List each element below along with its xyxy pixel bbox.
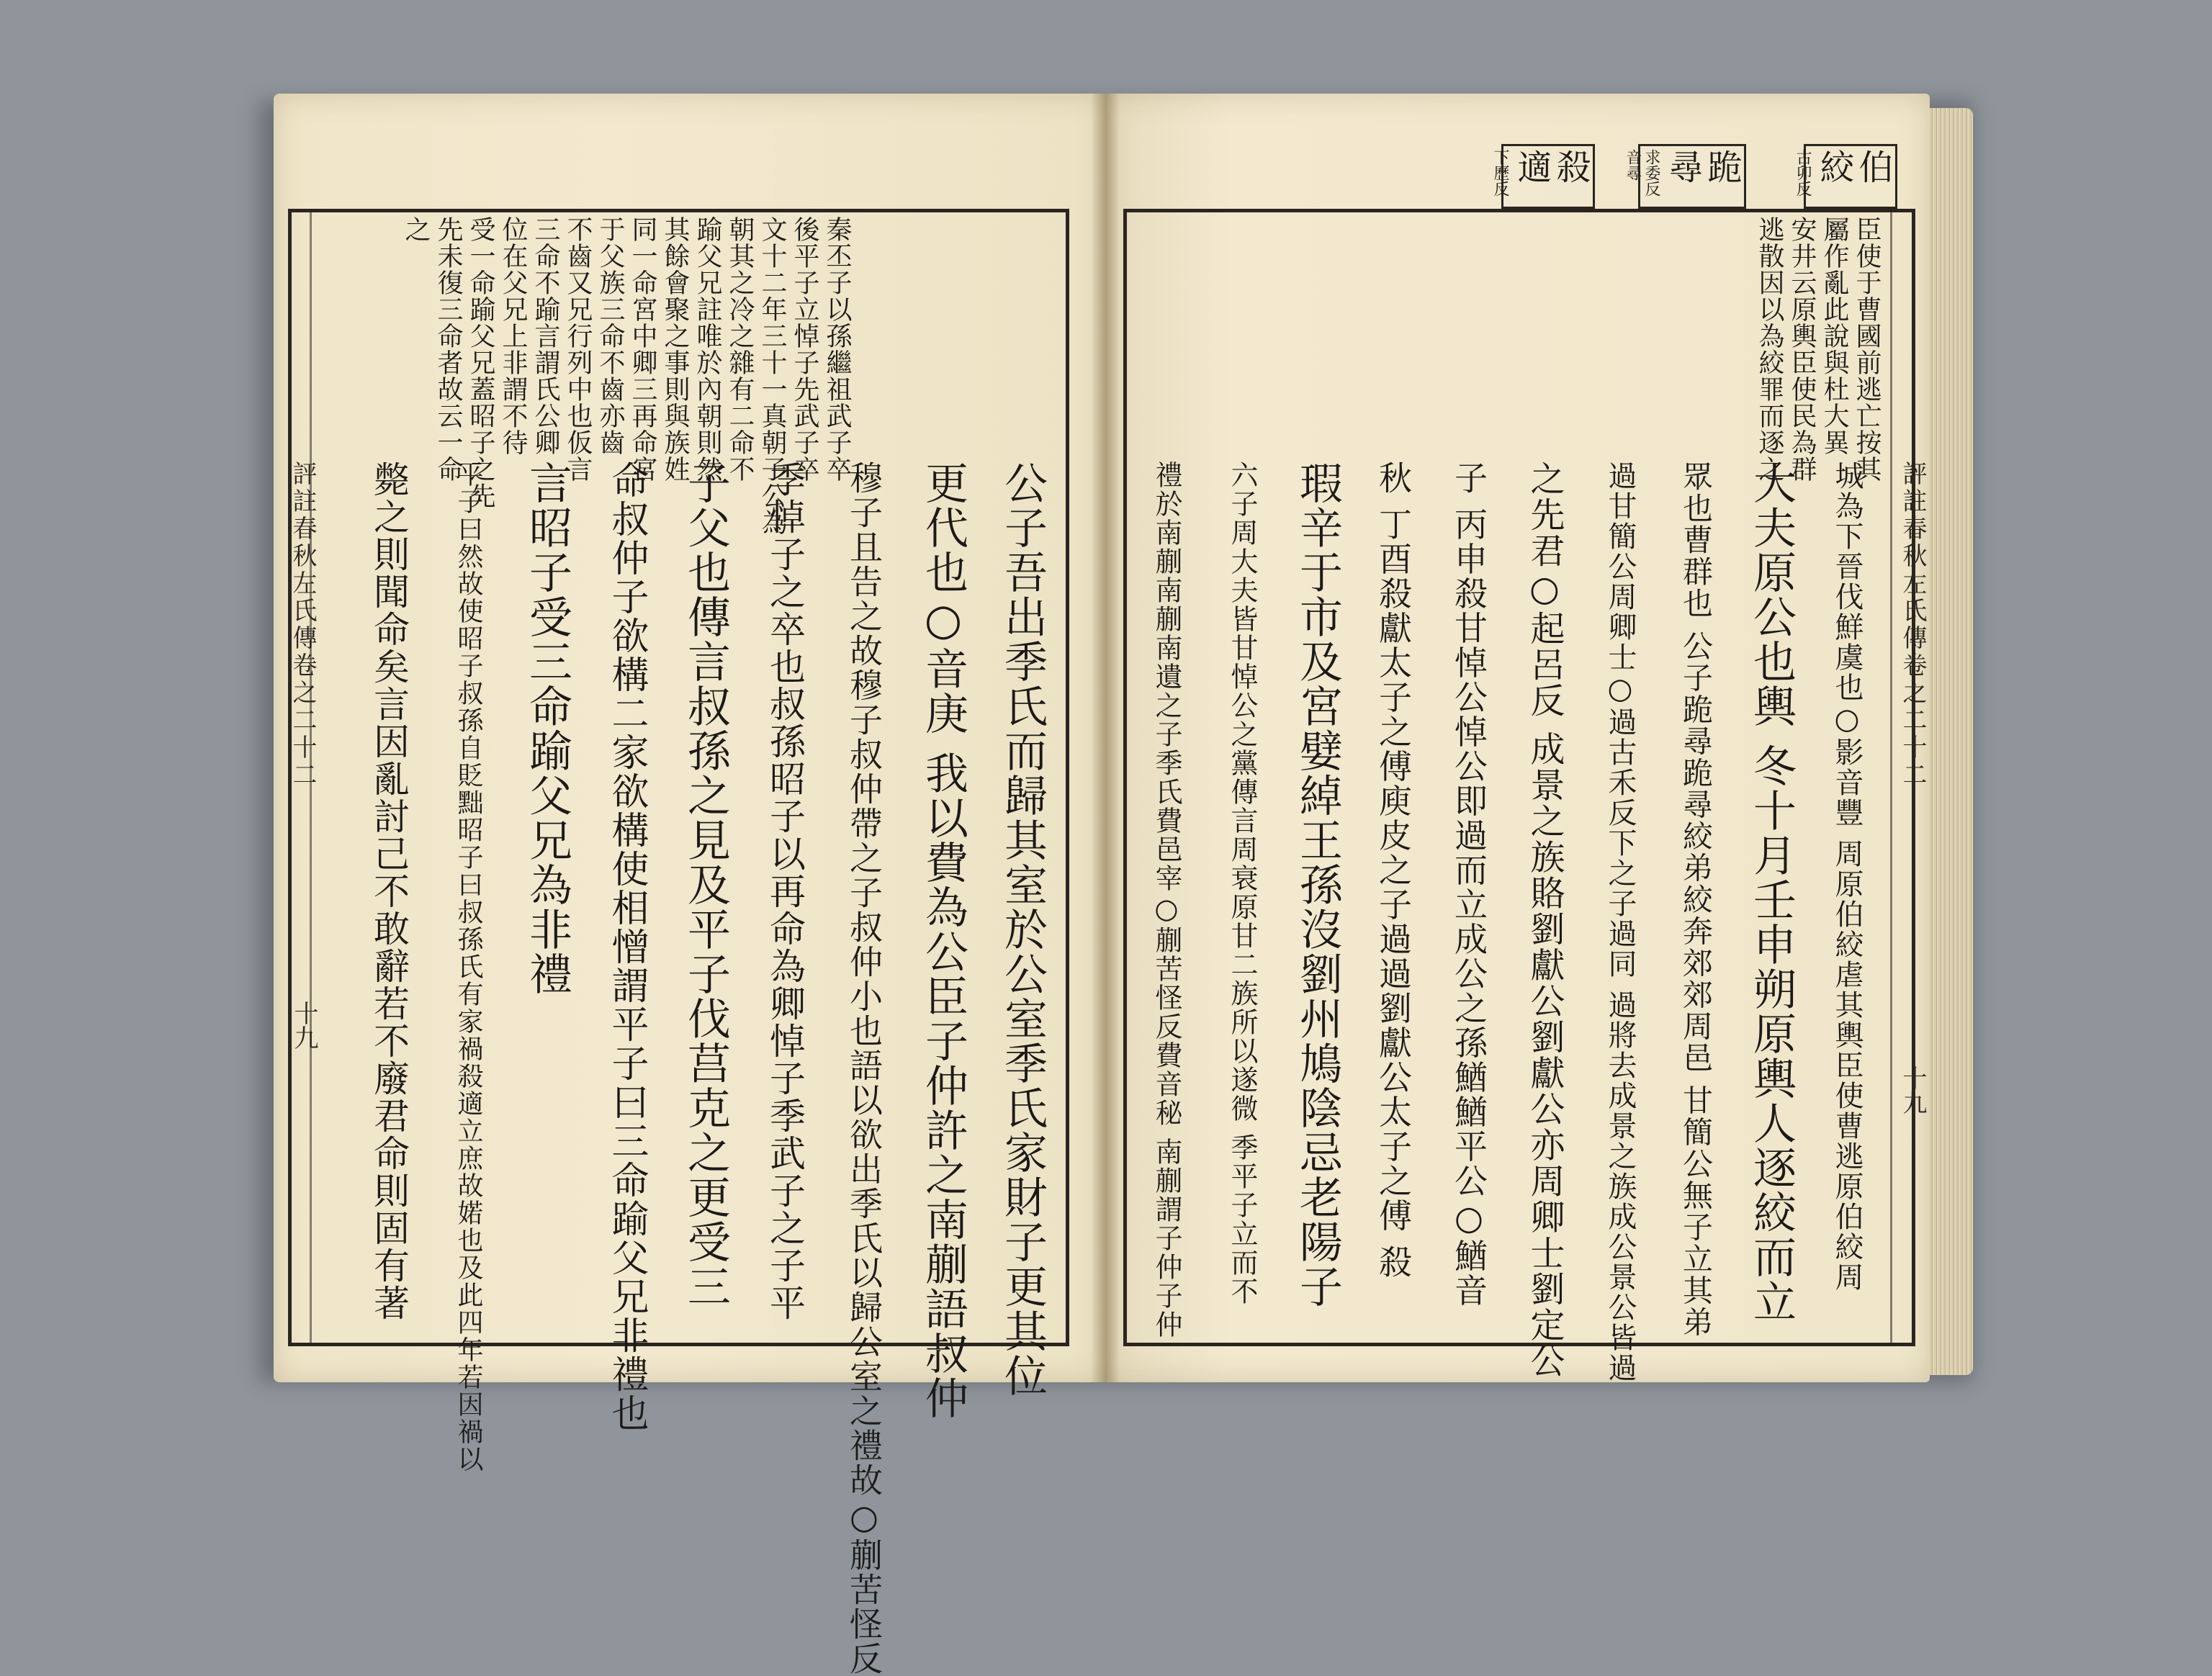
main-text-column: 平子曰然故使昭子叔孫自貶黜昭子曰叔孫氏有家禍殺適立庶故婼也及此四年若因禍以 xyxy=(454,461,483,1473)
note-column: 同一命宮中卿三再命宮 xyxy=(628,216,657,482)
main-text-column: 禮於南蒯南蒯南遺之子季氏費邑宰○蒯苦怪反費音秘 南蒯謂子仲子仲 xyxy=(1151,461,1182,1340)
main-text-column: 更代也○音庚 我以費為公臣子仲許之南蒯語叔仲 xyxy=(918,461,968,1421)
main-text-column: 六子周大夫皆甘悼公之黨傳言周衰原甘二族所以遂微 季平子立而不 xyxy=(1226,461,1258,1307)
main-text-column: 斃之則聞命矣言因亂討己不敢辭若不廢君命則固有著 xyxy=(368,461,410,1322)
main-text-column: 城為下晉伐鮮虞也○影音豐 周原伯絞虐其輿臣使曹逃原伯絞周 xyxy=(1830,461,1863,1292)
note-column: 安井云原輿臣使民為群 xyxy=(1787,216,1817,482)
main-text-column: 穆子且告之故穆子叔仲帶之子叔仲小也語以欲出季氏以歸公室之禮故○蒯苦怪反 xyxy=(845,461,884,1676)
gloss-term: 跪尋 xyxy=(1663,149,1742,184)
main-text-column: 之先君○起呂反 成景之族賂劉獻公劉獻公亦周卿士劉定公 xyxy=(1524,461,1565,1379)
note-column: 于父族三命不齒亦齒 xyxy=(595,216,625,456)
book-gutter xyxy=(1091,94,1120,1382)
main-text-column: 大夫原公也輿 冬十月壬申朔原輿人逐絞而立 xyxy=(1746,461,1797,1325)
note-column: 三命不踰言謂氏公卿 xyxy=(531,216,560,456)
main-text-column: 公子吾出季氏而歸其室於公室季氏家財子更其位 xyxy=(997,461,1048,1398)
main-text-column: 秋 丁酉殺獻太子之傅庾皮之子過過劉獻公太子之傅 殺 xyxy=(1374,461,1413,1280)
gloss-term: 伯絞 xyxy=(1814,149,1893,184)
gloss-box xyxy=(1491,144,1595,209)
main-text-column: 眾也曹群也 公子跪尋跪尋絞弟絞奔郊郊周邑 甘簡公無子立其弟 xyxy=(1678,461,1714,1338)
right-margin-title: 評註春秋左氏傳卷之二十二 xyxy=(1898,461,1927,789)
note-column: 之 xyxy=(401,216,431,243)
note-column: 後平子立悼子先武子卒 xyxy=(790,216,819,482)
left-margin-title: 評註春秋左氏傳卷之二十二 xyxy=(288,461,317,789)
note-column: 踰父兄註唯於內朝則然 xyxy=(693,216,722,482)
left-folio: 十九 xyxy=(289,1001,318,1050)
gloss-reading: 求委反 音尋 xyxy=(1624,149,1660,197)
note-column: 文十二年三十一真朝子公為 xyxy=(757,216,787,536)
main-text-column: 命叔仲子欲構二家欲構使相憎謂平子曰三命踰父兄非禮也 xyxy=(605,461,648,1433)
note-column: 不齒又兄行列中也仮言 xyxy=(563,216,593,482)
main-text-column: 子 丙申殺甘悼公悼公即過而立成公之孫鰌鰌平公○鰌音 xyxy=(1449,461,1488,1308)
note-column: 先未復三命者故云一命 xyxy=(433,216,463,482)
note-column: 朝其之冷之雜有二命不 xyxy=(725,216,755,482)
main-text-column: 瑕辛于市及宮嬖綽王孫沒劉州鳩陰忌老陽子 xyxy=(1292,461,1343,1309)
gloss-reading: 下歷反 xyxy=(1491,149,1509,197)
page-edges xyxy=(1930,108,1973,1375)
note-column: 逃散因以為絞罪而逐之 xyxy=(1755,216,1784,482)
note-column: 位在父兄上非謂不待 xyxy=(498,216,528,456)
gloss-term: 殺適 xyxy=(1511,149,1591,184)
main-text-column: 過甘簡公周卿士○過古禾反下之子過同 過將去成景之族成公景公皆過 xyxy=(1604,461,1637,1383)
note-column: 秦丕子以孫繼祖武子卒 xyxy=(822,216,852,482)
gloss-reading: 古卯反 xyxy=(1794,149,1812,197)
note-column: 屬作亂此說與杜大異 xyxy=(1820,216,1849,456)
main-text-column: 子父也傳言叔孫之見及平子伐莒克之更受三 xyxy=(680,461,731,1309)
main-text-column: 言昭子受三命踰父兄為非禮 xyxy=(522,461,572,996)
right-folio: 十九 xyxy=(1898,1065,1927,1114)
note-column: 受一命踰父兄蓋昭子之先 xyxy=(466,216,495,509)
note-column: 臣使于曹國前逃亡按其 xyxy=(1852,216,1881,482)
right-page-rule xyxy=(1890,210,1892,1345)
main-text-column: 季悼子之卒也叔孫昭子以再命為卿悼子季武子之子平 xyxy=(764,461,806,1322)
note-column: 其餘會聚之事則與族姓 xyxy=(660,216,690,482)
gloss-box xyxy=(1794,144,1897,209)
gloss-box xyxy=(1624,144,1746,209)
